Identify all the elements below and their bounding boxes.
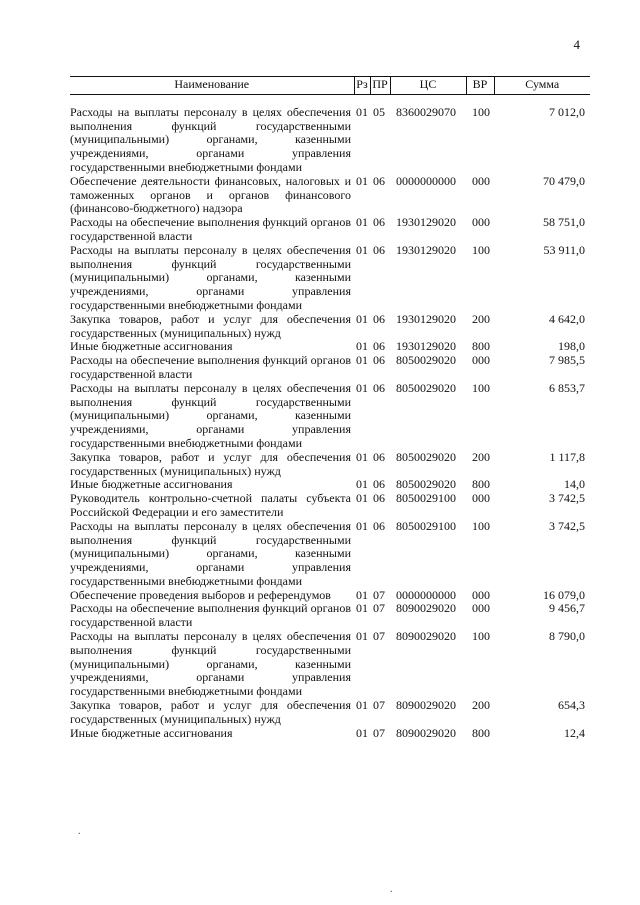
cell-cs: 1930129020	[396, 339, 456, 354]
cell-sum: 70 479,0	[543, 173, 585, 188]
cell-sum: 3 742,5	[549, 491, 585, 506]
cell-name: Расходы на обеспечение выполнения функций органов государственной власти	[70, 215, 351, 243]
cell-cs: 0000000000	[396, 587, 456, 602]
cell-pr: 06	[373, 311, 385, 326]
table-row	[70, 175, 590, 216]
header-cs: ЦС	[390, 77, 466, 95]
cell-sum: 3 742,5	[549, 518, 585, 533]
page-number: 4	[573, 37, 580, 52]
header-rz: Рз	[354, 77, 370, 95]
cell-cs: 1930129020	[396, 242, 456, 257]
cell-pr: 06	[373, 491, 385, 506]
header-sum: Сумма	[494, 77, 590, 95]
cell-pr: 07	[373, 725, 385, 740]
cell-rz: 01	[356, 629, 368, 644]
cell-rz: 01	[356, 104, 368, 119]
table-row	[70, 382, 590, 451]
cell-vr: 000	[472, 353, 490, 368]
cell-sum: 654,3	[558, 698, 585, 713]
cell-name: Расходы на выплаты персоналу в целях обеспечения выполнения функций государственными (муниципальными) органами, казенными учреждениями, органами управления государственными внебюджетными фондами	[70, 380, 351, 450]
cell-pr: 07	[373, 698, 385, 713]
cell-sum: 198,0	[558, 339, 585, 354]
cell-vr: 000	[472, 601, 490, 616]
cell-name: Иные бюджетные ассигнования	[70, 725, 233, 740]
cell-vr: 100	[472, 104, 490, 119]
cell-pr: 06	[373, 242, 385, 257]
table-row	[70, 589, 590, 603]
cell-vr: 000	[472, 215, 490, 230]
cell-name: Обеспечение проведения выборов и референдумов	[70, 587, 331, 602]
cell-rz: 01	[356, 491, 368, 506]
table-row	[70, 354, 590, 382]
cell-vr: 100	[472, 518, 490, 533]
table-row	[70, 216, 590, 244]
header-row	[70, 77, 590, 95]
table-row	[70, 727, 590, 741]
cell-rz: 01	[356, 601, 368, 616]
table-row	[70, 340, 590, 354]
scan-speck: .	[78, 826, 81, 837]
header-pr: ПР	[370, 77, 390, 95]
table-row	[70, 244, 590, 313]
table-row	[70, 630, 590, 699]
cell-vr: 200	[472, 698, 490, 713]
cell-cs: 8050029100	[396, 518, 456, 533]
scan-speck: .	[390, 884, 393, 895]
header-name: Наименование	[70, 77, 354, 95]
cell-cs: 0000000000	[396, 173, 456, 188]
cell-cs: 8050029020	[396, 477, 456, 492]
cell-sum: 14,0	[564, 477, 585, 492]
cell-vr: 200	[472, 311, 490, 326]
cell-name: Расходы на обеспечение выполнения функций органов государственной власти	[70, 601, 351, 630]
cell-sum: 9 456,7	[549, 601, 585, 616]
cell-rz: 01	[356, 215, 368, 230]
cell-rz: 01	[356, 698, 368, 713]
cell-vr: 000	[472, 587, 490, 602]
cell-cs: 8090029020	[396, 629, 456, 644]
cell-cs: 1930129020	[396, 215, 456, 230]
cell-name: Расходы на выплаты персоналу в целях обеспечения выполнения функций государственными (муниципальными) органами, казенными учреждениями, органами управления государственными внебюджетными фондами	[70, 242, 351, 312]
cell-cs: 8050029100	[396, 491, 456, 506]
table-row	[70, 478, 590, 492]
budget-table	[70, 76, 590, 740]
cell-cs: 8090029020	[396, 601, 456, 616]
cell-sum: 7 985,5	[549, 353, 585, 368]
cell-name: Расходы на выплаты персоналу в целях обеспечения выполнения функций государственными (муниципальными) органами, казенными учреждениями, органами управления государственными внебюджетными фондами	[70, 104, 351, 174]
cell-sum: 16 079,0	[543, 587, 585, 602]
cell-cs: 8090029020	[396, 698, 456, 713]
cell-rz: 01	[356, 353, 368, 368]
cell-name: Обеспечение деятельности финансовых, налоговых и таможенных органов и органов финансового (финансово-бюджетного) надзора	[70, 173, 351, 216]
cell-vr: 000	[472, 173, 490, 188]
table-header	[70, 77, 590, 95]
cell-vr: 800	[472, 725, 490, 740]
cell-name: Расходы на обеспечение выполнения функций органов государственной власти	[70, 353, 351, 381]
table-row	[70, 94, 590, 174]
cell-vr: 100	[472, 242, 490, 257]
header-vr: ВР	[466, 77, 494, 95]
cell-cs: 8050029020	[396, 380, 456, 395]
cell-pr: 06	[373, 215, 385, 230]
cell-name: Расходы на выплаты персоналу в целях обеспечения выполнения функций государственными (муниципальными) органами, казенными учреждениями, органами управления государственными внебюджетными фондами	[70, 518, 351, 588]
cell-rz: 01	[356, 518, 368, 533]
cell-pr: 05	[373, 104, 385, 119]
cell-pr: 06	[373, 518, 385, 533]
cell-name: Руководитель контрольно-счетной палаты субъекта Российской Федерации и его заместители	[70, 491, 351, 519]
cell-rz: 01	[356, 311, 368, 326]
cell-rz: 01	[356, 725, 368, 740]
cell-sum: 8 790,0	[549, 629, 585, 644]
cell-pr: 06	[373, 449, 385, 464]
cell-rz: 01	[356, 242, 368, 257]
cell-sum: 58 751,0	[543, 215, 585, 230]
cell-pr: 07	[373, 601, 385, 616]
table-row	[70, 602, 590, 630]
cell-name: Расходы на выплаты персоналу в целях обеспечения выполнения функций государственными (муниципальными) органами, казенными учреждениями, органами управления государственными внебюджетными фондами	[70, 629, 351, 699]
cell-sum: 53 911,0	[543, 242, 585, 257]
cell-pr: 06	[373, 380, 385, 395]
cell-pr: 06	[373, 353, 385, 368]
cell-rz: 01	[356, 173, 368, 188]
table-row	[70, 451, 590, 479]
cell-name: Закупка товаров, работ и услуг для обеспечения государственных (муниципальных) нужд	[70, 698, 351, 726]
cell-rz: 01	[356, 449, 368, 464]
table-row	[70, 699, 590, 727]
cell-rz: 01	[356, 380, 368, 395]
cell-pr: 07	[373, 629, 385, 644]
cell-cs: 8360029070	[396, 104, 456, 119]
table-body	[70, 94, 590, 740]
cell-name: Закупка товаров, работ и услуг для обеспечения государственных (муниципальных) нужд	[70, 449, 351, 478]
cell-pr: 06	[373, 339, 385, 354]
cell-pr: 06	[373, 477, 385, 492]
cell-sum: 4 642,0	[549, 311, 585, 326]
cell-cs: 1930129020	[396, 311, 456, 326]
table-row	[70, 520, 590, 589]
cell-vr: 100	[472, 380, 490, 395]
table-row	[70, 313, 590, 341]
cell-rz: 01	[356, 587, 368, 602]
cell-vr: 800	[472, 477, 490, 492]
cell-vr: 200	[472, 449, 490, 464]
cell-vr: 800	[472, 339, 490, 354]
cell-name: Иные бюджетные ассигнования	[70, 339, 233, 354]
cell-pr: 07	[373, 587, 385, 602]
cell-cs: 8050029020	[396, 353, 456, 368]
cell-name: Иные бюджетные ассигнования	[70, 477, 233, 492]
cell-sum: 7 012,0	[549, 104, 585, 119]
cell-sum: 6 853,7	[549, 380, 585, 395]
cell-cs: 8090029020	[396, 725, 456, 740]
cell-name: Закупка товаров, работ и услуг для обеспечения государственных (муниципальных) нужд	[70, 311, 351, 340]
cell-sum: 1 117,8	[549, 449, 585, 464]
cell-vr: 100	[472, 629, 490, 644]
cell-pr: 06	[373, 173, 385, 188]
cell-sum: 12,4	[564, 725, 585, 740]
table-row	[70, 492, 590, 520]
cell-rz: 01	[356, 339, 368, 354]
cell-cs: 8050029020	[396, 449, 456, 464]
cell-vr: 000	[472, 491, 490, 506]
cell-rz: 01	[356, 477, 368, 492]
